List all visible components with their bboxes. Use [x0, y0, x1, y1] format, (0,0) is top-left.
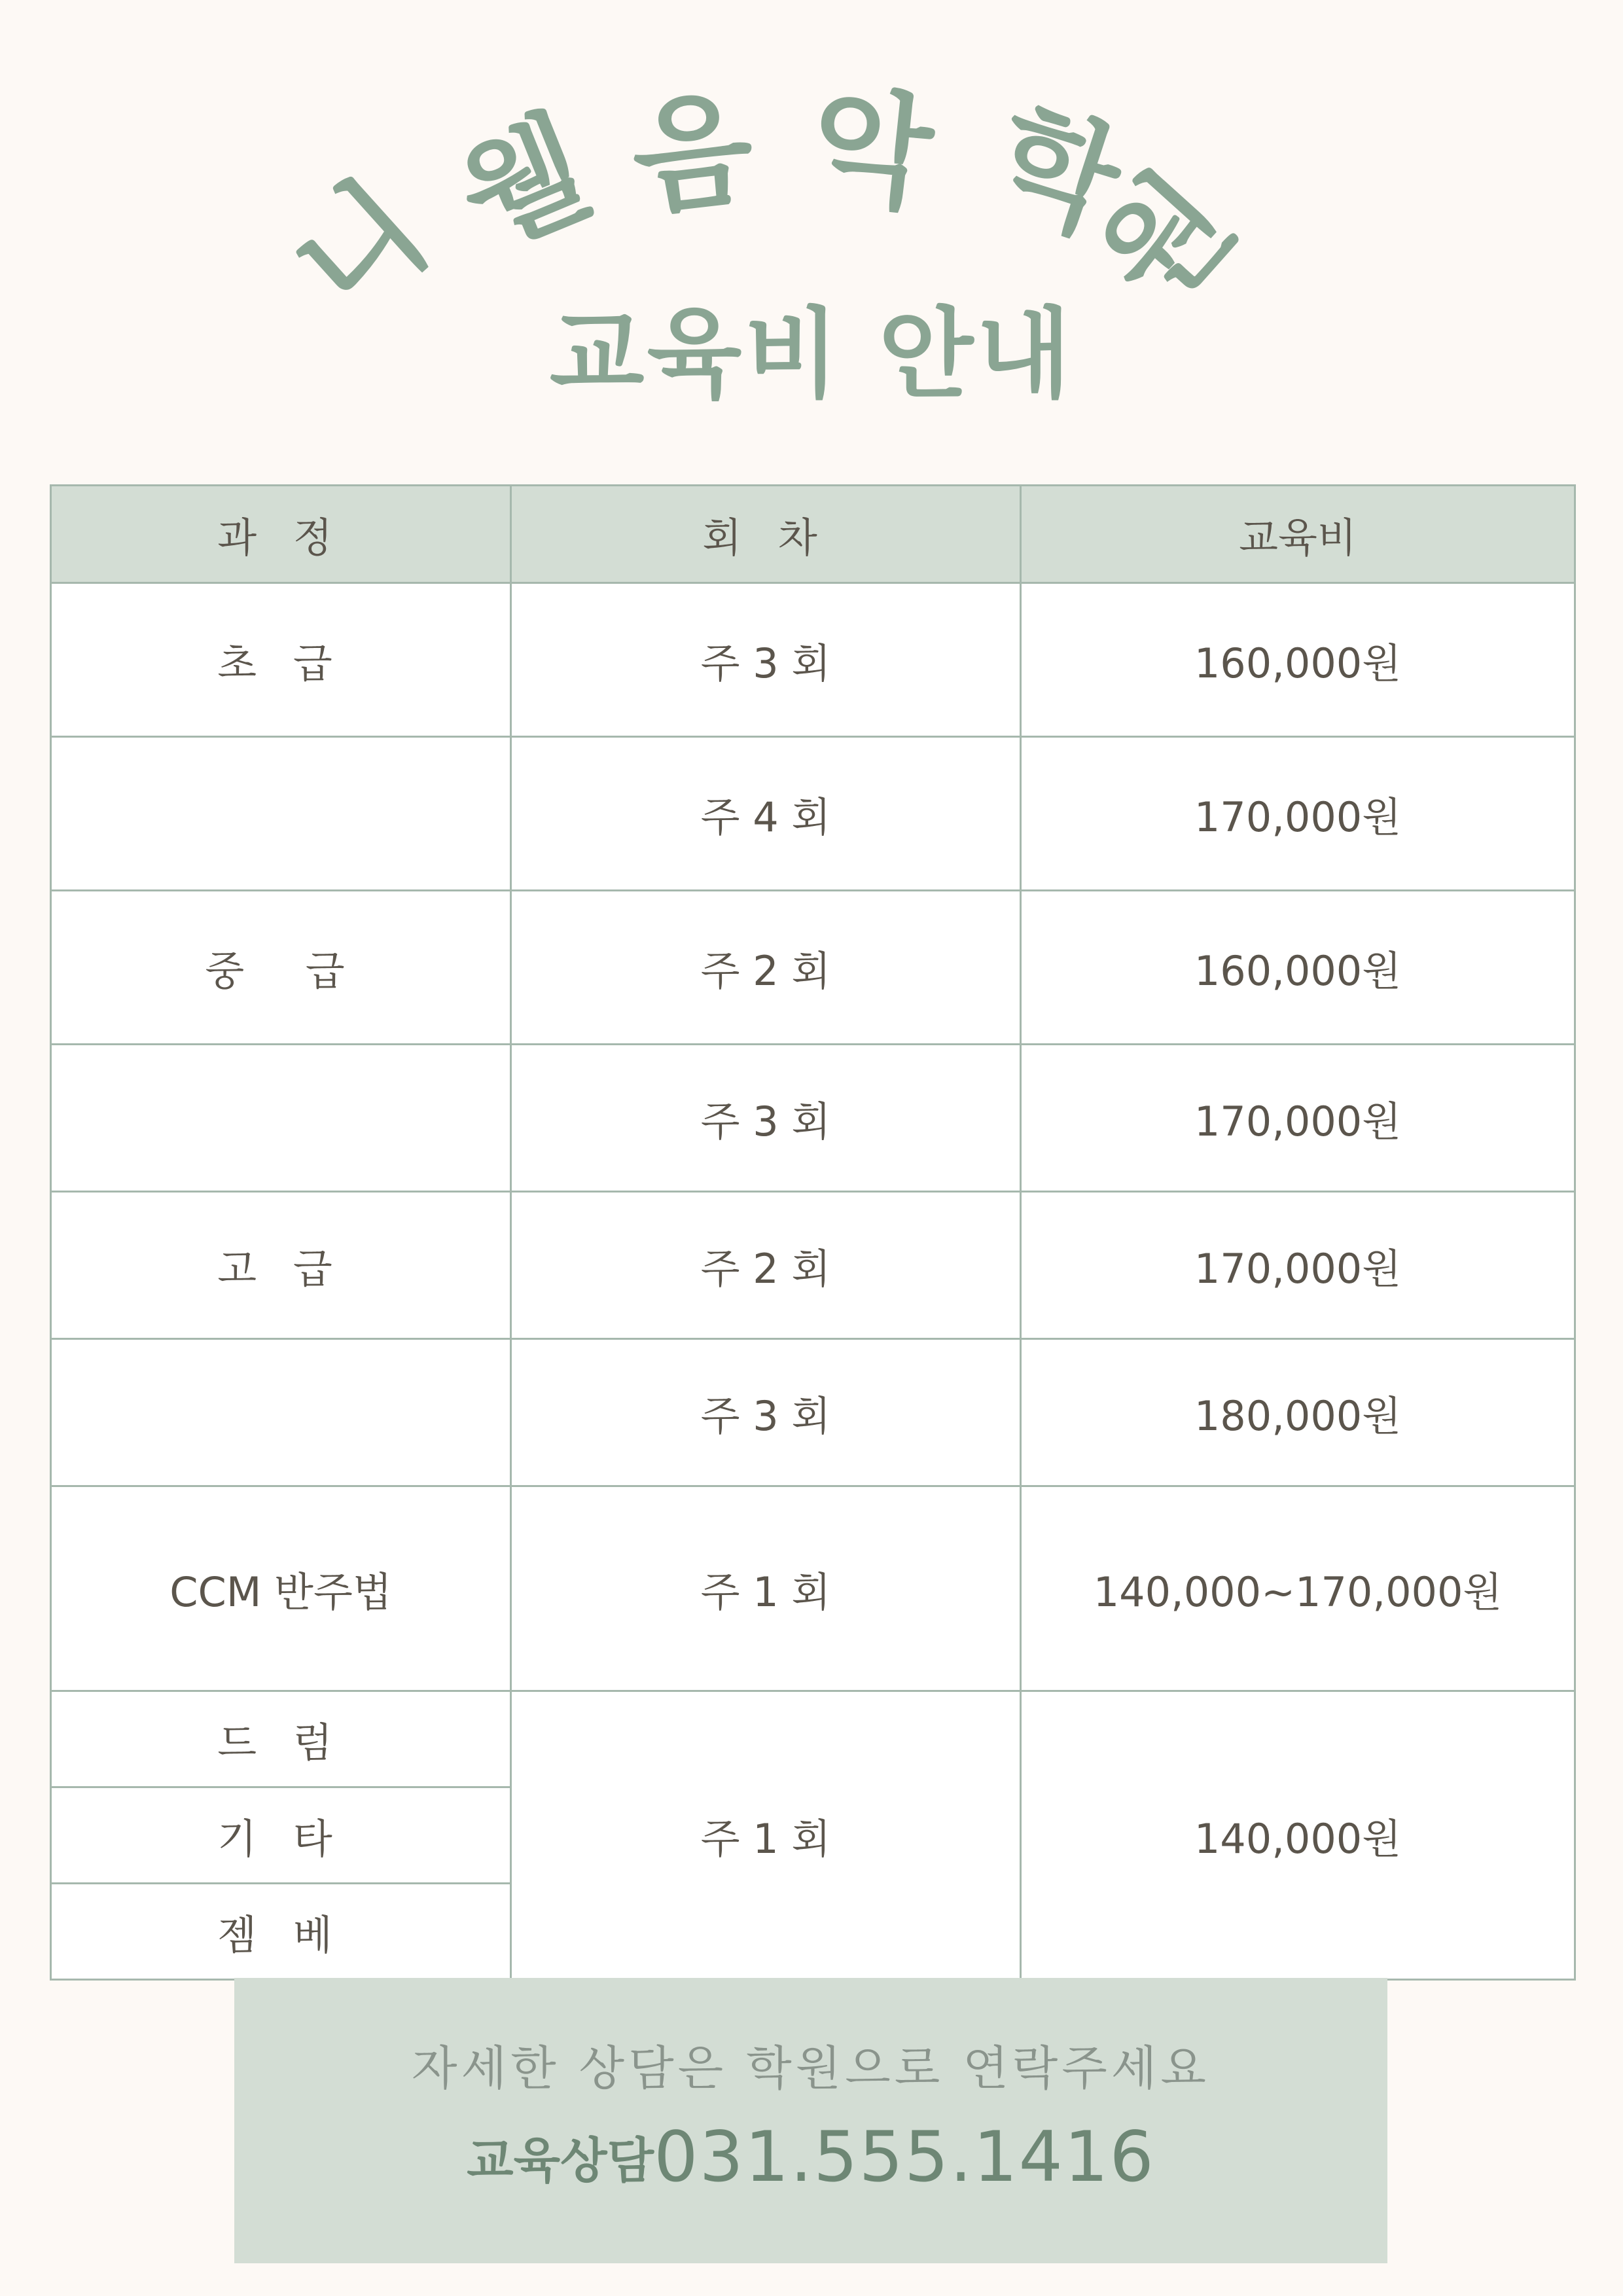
table-header-row [51, 486, 1575, 583]
course-cell: 중 급 [51, 891, 511, 1045]
column-header-fee: 교육비 [1021, 486, 1575, 583]
table-row [51, 1486, 1575, 1691]
sessions-cell: 주 2 회 [511, 891, 1021, 1045]
course-cell: 고 급 [51, 1192, 511, 1339]
table-row [51, 1691, 1575, 1787]
fee-cell: 180,000원 [1021, 1339, 1575, 1486]
table-row [51, 1192, 1575, 1339]
contact-line [234, 2117, 1387, 2197]
contact-box [234, 1978, 1387, 2263]
course-cell [51, 1339, 511, 1486]
fee-table [50, 484, 1576, 1981]
fee-cell: 160,000원 [1021, 583, 1575, 737]
course-cell [51, 737, 511, 891]
column-header-course: 과 정 [51, 486, 511, 583]
table-row [51, 1045, 1575, 1192]
sessions-cell: 주 1 회 [511, 1486, 1021, 1691]
fee-cell: 160,000원 [1021, 891, 1575, 1045]
sessions-cell: 주 3 회 [511, 1045, 1021, 1192]
table-row [51, 1339, 1575, 1486]
table-row [51, 891, 1575, 1045]
title-char: 학 [977, 84, 1137, 260]
contact-label: 교육상담 [467, 2132, 654, 2189]
table-row [51, 737, 1575, 891]
fee-cell-group: 140,000원 [1021, 1691, 1575, 1980]
course-cell: 초 급 [51, 583, 511, 737]
sessions-cell: 주 3 회 [511, 583, 1021, 737]
table-row [51, 583, 1575, 737]
fee-cell: 140,000~170,000원 [1021, 1486, 1575, 1691]
title-char: 니 [268, 155, 454, 344]
title-char: 웰 [440, 93, 607, 273]
fee-cell: 170,000원 [1021, 737, 1575, 891]
fee-cell: 170,000원 [1021, 1192, 1575, 1339]
sessions-cell: 주 2 회 [511, 1192, 1021, 1339]
page-subtitle: 교육비 안내 [549, 298, 1074, 412]
title-char: 음 [625, 75, 760, 232]
contact-message: 자세한 상담은 학원으로 연락주세요 [412, 2041, 1210, 2096]
course-cell-guitar: 기 타 [51, 1787, 511, 1884]
fee-cell: 170,000원 [1021, 1045, 1575, 1192]
course-cell-drum: 드 럼 [51, 1691, 511, 1787]
title-char: 악 [804, 72, 939, 229]
course-cell: CCM 반주법 [51, 1486, 511, 1691]
sessions-cell: 주 4 회 [511, 737, 1021, 891]
course-cell [51, 1045, 511, 1192]
course-cell-djembe: 젬 베 [51, 1884, 511, 1980]
sessions-cell: 주 3 회 [511, 1339, 1021, 1486]
title-char: 원 [1071, 147, 1260, 333]
column-header-sessions: 회 차 [511, 486, 1021, 583]
sessions-cell-group: 주 1 회 [511, 1691, 1021, 1980]
phone-number: 031.555.1416 [654, 2117, 1155, 2197]
